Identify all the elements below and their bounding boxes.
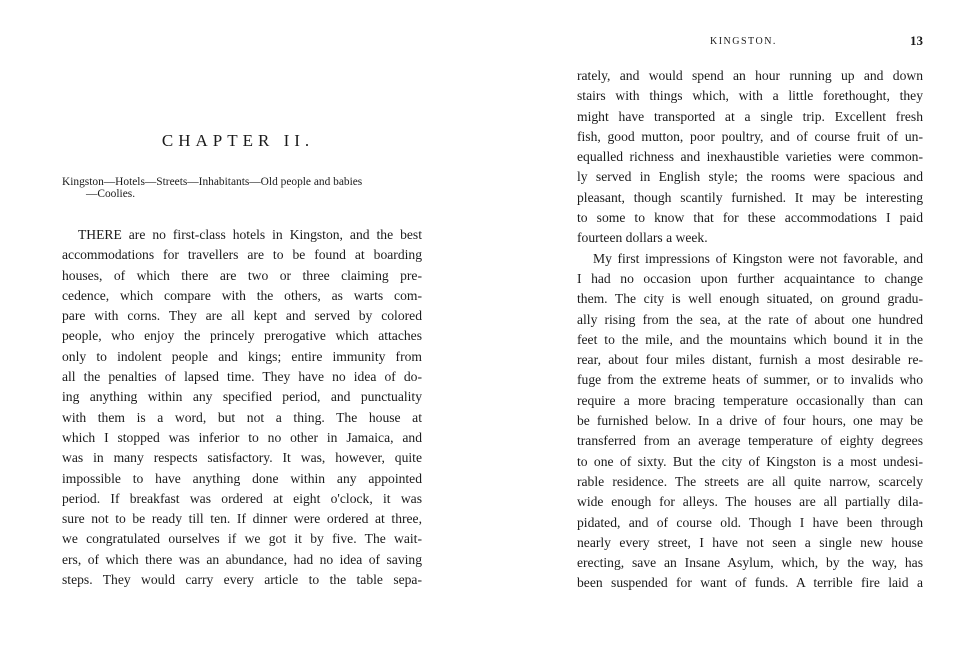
synopsis-line: —Coolies. [86, 188, 136, 200]
text-line: I had no occasion upon further acquaintance to change [577, 270, 923, 286]
text-line: transferred from an average temperature of eighty degrees [577, 433, 923, 449]
text-line: ally rising from the sea, at the rate of about one hundred [577, 311, 923, 327]
text-line: which I stopped was inferior to no other in Jamaica, and [62, 429, 422, 445]
page-number: 13 [910, 33, 923, 48]
text-line: My first impressions of Kingston were not favorable, and [593, 250, 923, 266]
text-line: erecting, save an Insane Asylum, which, by the way, has [577, 555, 923, 571]
text-line: was in many respects satisfactory. It was, however, quite [62, 450, 422, 466]
text-line: them. The city is well enough situated, on ground gradu- [577, 291, 923, 307]
text-line: nearly every street, I have not seen a single new house [577, 534, 923, 550]
text-line: we congratulated ourselves if we got it by five. The wait- [62, 531, 422, 547]
chapter-title: CHAPTER II. [161, 131, 315, 150]
text-line: ly served in English style; the rooms were spacious and [577, 169, 923, 185]
text-line: to some to know that for these accommodations I paid [577, 210, 923, 226]
text-line: cedence, which compare with the others, as warts com- [62, 287, 422, 303]
text-line: houses, of which there are two or three claiming pre- [62, 267, 422, 283]
text-line: THERE are no first-class hotels in Kingston, and the best [78, 227, 422, 242]
text-line: ers, of which there was an abundance, had no idea of saving [62, 551, 422, 567]
text-line: ing anything within any specified period, and punctuality [62, 389, 422, 405]
text-line: wide enough for alleys. The houses are all partially dila- [577, 494, 923, 510]
text-line: might have transported at a single trip. Excellent fresh [577, 108, 923, 124]
text-line: only to indolent people and kings; entire immunity from [62, 348, 422, 364]
text-line: steps. They would carry every article to the table sepa- [62, 572, 422, 588]
text-line: fourteen dollars a week. [577, 230, 708, 246]
text-line: stairs with things which, with a little forethought, they [577, 88, 923, 104]
text-line: to one of sixty. But the city of Kingston is a most undesi- [577, 453, 923, 469]
text-line: rately, and would spend an hour running up and down [577, 68, 923, 83]
text-line: all the penalties of lapsed time. They have no idea of do- [62, 369, 422, 385]
text-line: fish, good mutton, poor poultry, and of course fruit of un- [577, 128, 923, 144]
text-line: with them is a word, but not a thing. The house at [62, 409, 422, 425]
text-line: sure not to be ready till ten. If dinner were ordered at three, [62, 511, 422, 527]
left-body-text [62, 225, 422, 590]
text-line: people, who enjoy the princely prerogative which attaches [62, 328, 422, 344]
text-line: pleasant, though scantily furnished. It may be interesting [577, 189, 923, 205]
text-line: feet to the mile, and the mountains which bound it in the [577, 331, 923, 347]
text-line: impossible to have anything done within any appointed [62, 470, 422, 486]
text-line: been suspended for want of funds. A terrible fire laid a [577, 575, 923, 591]
text-line: pidated, and of course old. Though I have been through [577, 514, 923, 530]
running-head: KINGSTON. [710, 36, 777, 47]
text-line: fuge from the extreme heats of summer, or to invalids who [577, 372, 923, 388]
right-page [490, 0, 980, 648]
synopsis-line: Kingston—Hotels—Streets—Inhabitants—Old people and babies [62, 176, 363, 188]
right-body-text [577, 66, 923, 594]
text-line: rable residence. The streets are all quite narrow, scarcely [577, 473, 923, 489]
text-line: period. If breakfast was ordered at eight o'clock, it was [62, 490, 422, 506]
text-line: accommodations for travellers are to be found at boarding [62, 247, 422, 263]
chapter-synopsis [62, 176, 432, 200]
text-line: equalled richness and inexhaustible varieties were common- [577, 149, 923, 165]
text-line: pare with corns. They are all kept and served by colored [62, 308, 422, 324]
text-line: rear, about four miles distant, furnish a most desirable re- [577, 352, 923, 368]
text-line: be furnished below. In a drive of four hours, one may be [577, 413, 923, 429]
text-line: require a more bracing temperature occasionally than can [577, 392, 923, 408]
